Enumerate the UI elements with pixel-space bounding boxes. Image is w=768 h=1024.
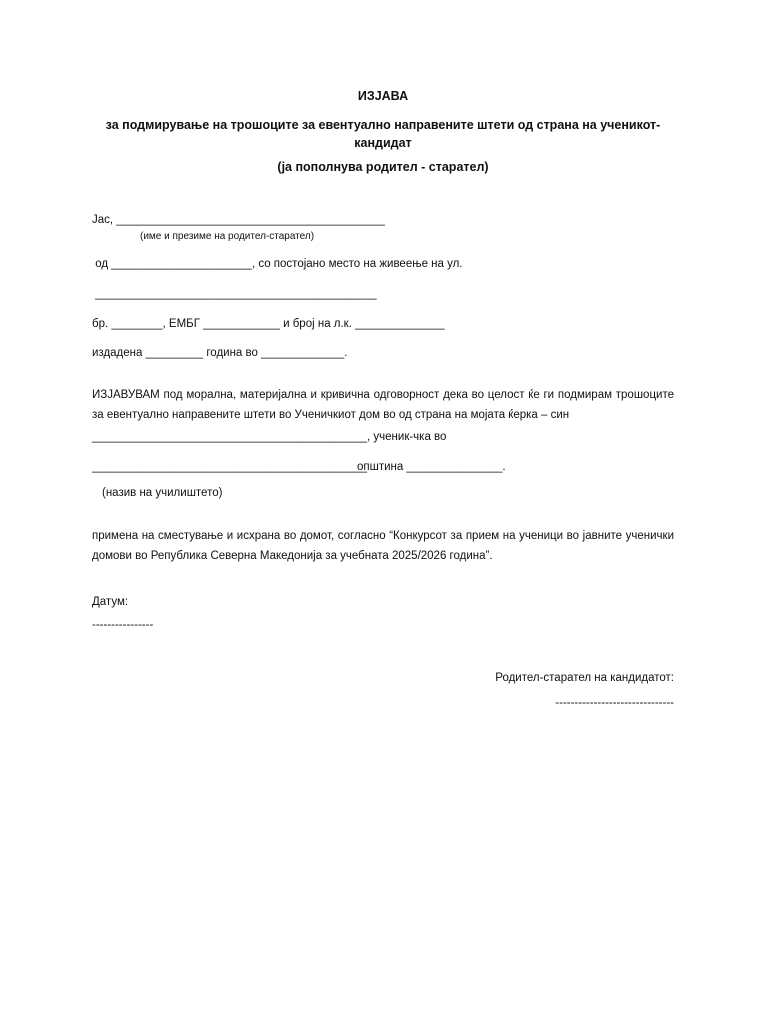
name-hint: (име и презиме на родител-старател) — [140, 231, 315, 242]
document-subtitle: за подмирување на трошоците за евентуално направените штети од страна на ученикот-кандидат — [105, 118, 661, 150]
school-hint: (назив на училиштето) — [102, 487, 223, 499]
id-numbers-line: бр. ________, ЕМБГ ____________ и број на л.к. ______________ — [92, 318, 445, 330]
name-line: Јас, __________________________________________ — [92, 214, 385, 226]
signature-line: ------------------------------- — [555, 697, 674, 709]
municipality-line: општина _______________. — [357, 461, 506, 473]
contest-paragraph: примена на сместување и исхрана во домот, согласно “Конкурсот за прием на ученици во јавните ученички домови во Република Северна Македонија за учебната 2025/2026 година”. — [92, 530, 674, 562]
document-subtitle-parent: (ја пополнува родител - старател) — [277, 160, 489, 174]
signature-label: Родител-старател на кандидатот: — [495, 672, 674, 684]
date-label: Датум: — [92, 596, 129, 608]
date-line: ---------------- — [92, 619, 154, 631]
student-line: ___________________________________________, ученик-чка во — [92, 431, 447, 443]
document-title: ИЗЈАВА — [357, 89, 409, 103]
residence-line: од ______________________, со постојано место на живеење на ул. — [92, 258, 463, 270]
issued-line: издадена _________ година во _____________. — [92, 347, 348, 359]
declaration-paragraph: ИЗЈАВУВАМ под морална, материјална и кривична одговорност дека во целост ќе ги подмирам трошоците за евентуално направените штети во Ученичкиот дом во од страна на мојата ќерка – син — [92, 389, 674, 421]
school-blank-line: ___________________________________________ — [92, 461, 368, 473]
street-line: ____________________________________________ — [92, 288, 377, 300]
